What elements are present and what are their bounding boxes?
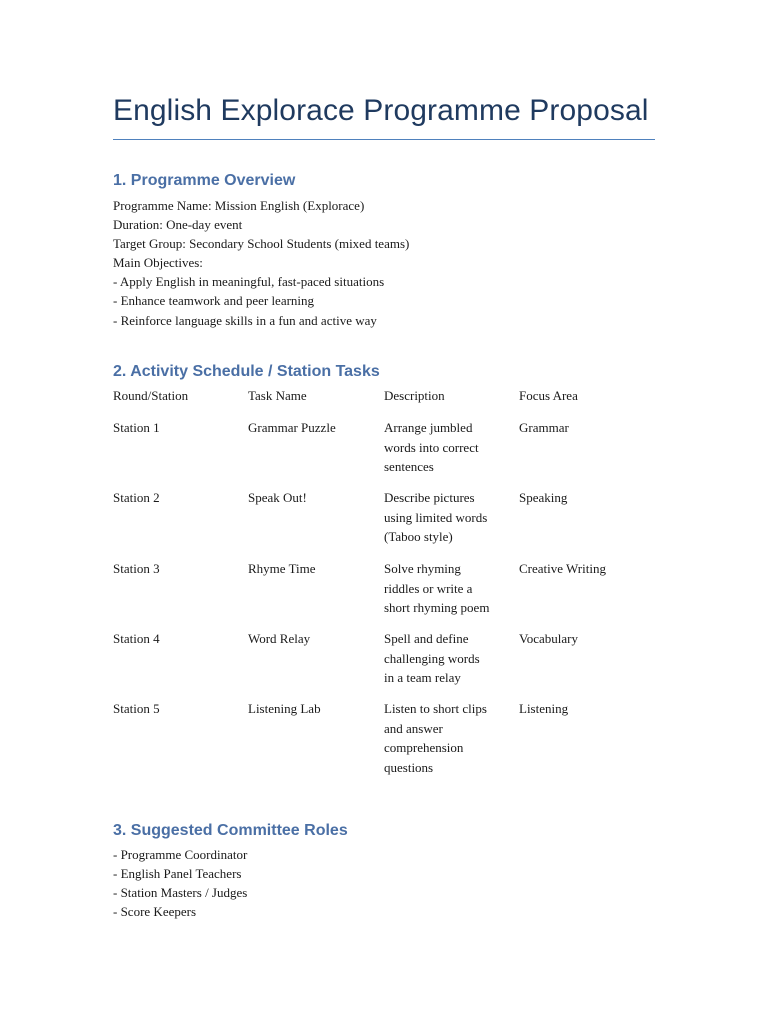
overview-line: Target Group: Secondary School Students (mixed teams) [113,236,410,251]
description-cell [384,488,510,547]
committee-role: - English Panel Teachers [113,866,242,881]
overview-line: - Apply English in meaningful, fast-paced situations [113,274,385,289]
column-header: Task Name [248,388,307,403]
committee-role: - Score Keepers [113,904,197,919]
overview-line: - Reinforce language skills in a fun and active way [113,313,377,328]
focus-area-cell: Listening [519,701,569,716]
column-header: Focus Area [519,388,578,403]
task-name-cell: Word Relay [248,631,311,646]
focus-area-cell: Vocabulary [519,631,578,646]
description-line: and answer [384,720,443,736]
description-line: challenging words [384,650,480,666]
focus-area-cell: Creative Writing [519,561,606,576]
description-line: short rhyming poem [384,600,490,615]
column-header: Round/Station [113,388,189,403]
overview-line: Duration: One-day event [113,217,243,232]
section-heading-committee: 3. Suggested Committee Roles [113,822,348,839]
overview-line: - Enhance teamwork and peer learning [113,293,315,308]
description-line: Spell and define [384,631,469,646]
document-title: English Explorace Programme Proposal [113,94,649,127]
title-divider [113,139,655,140]
description-line: questions [384,759,434,775]
task-name-cell: Rhyme Time [248,561,316,576]
station-cell: Station 3 [113,561,160,576]
description-line: riddles or write a [384,580,473,596]
committee-role: - Programme Coordinator [113,847,248,862]
column-header: Description [384,388,445,403]
station-cell: Station 2 [113,490,160,505]
description-line: Describe pictures [384,490,475,505]
station-cell: Station 1 [113,420,160,435]
station-cell: Station 5 [113,701,160,716]
description-line: sentences [384,459,434,474]
description-cell [384,699,510,777]
description-line: comprehension [384,740,464,755]
task-name-cell: Speak Out! [248,490,307,505]
focus-area-cell: Grammar [519,420,569,435]
description-line: Arrange jumbled [384,420,473,435]
description-line: Solve rhyming [384,561,461,576]
station-cell: Station 4 [113,631,160,646]
description-cell [384,559,510,618]
overview-line: Main Objectives: [113,255,203,270]
task-name-cell: Grammar Puzzle [248,420,336,435]
description-line: in a team relay [384,670,461,685]
description-line: (Taboo style) [384,529,453,544]
description-line: words into correct [384,439,479,455]
focus-area-cell: Speaking [519,490,568,505]
description-line: Listen to short clips [384,701,487,716]
task-name-cell: Listening Lab [248,701,321,716]
description-cell [384,629,510,688]
section-heading-overview: 1. Programme Overview [113,172,296,189]
committee-role: - Station Masters / Judges [113,885,248,900]
section-heading-schedule: 2. Activity Schedule / Station Tasks [113,363,380,380]
overview-line: Programme Name: Mission English (Explorace) [113,198,365,213]
description-line: using limited words [384,509,488,525]
description-cell [384,418,510,477]
